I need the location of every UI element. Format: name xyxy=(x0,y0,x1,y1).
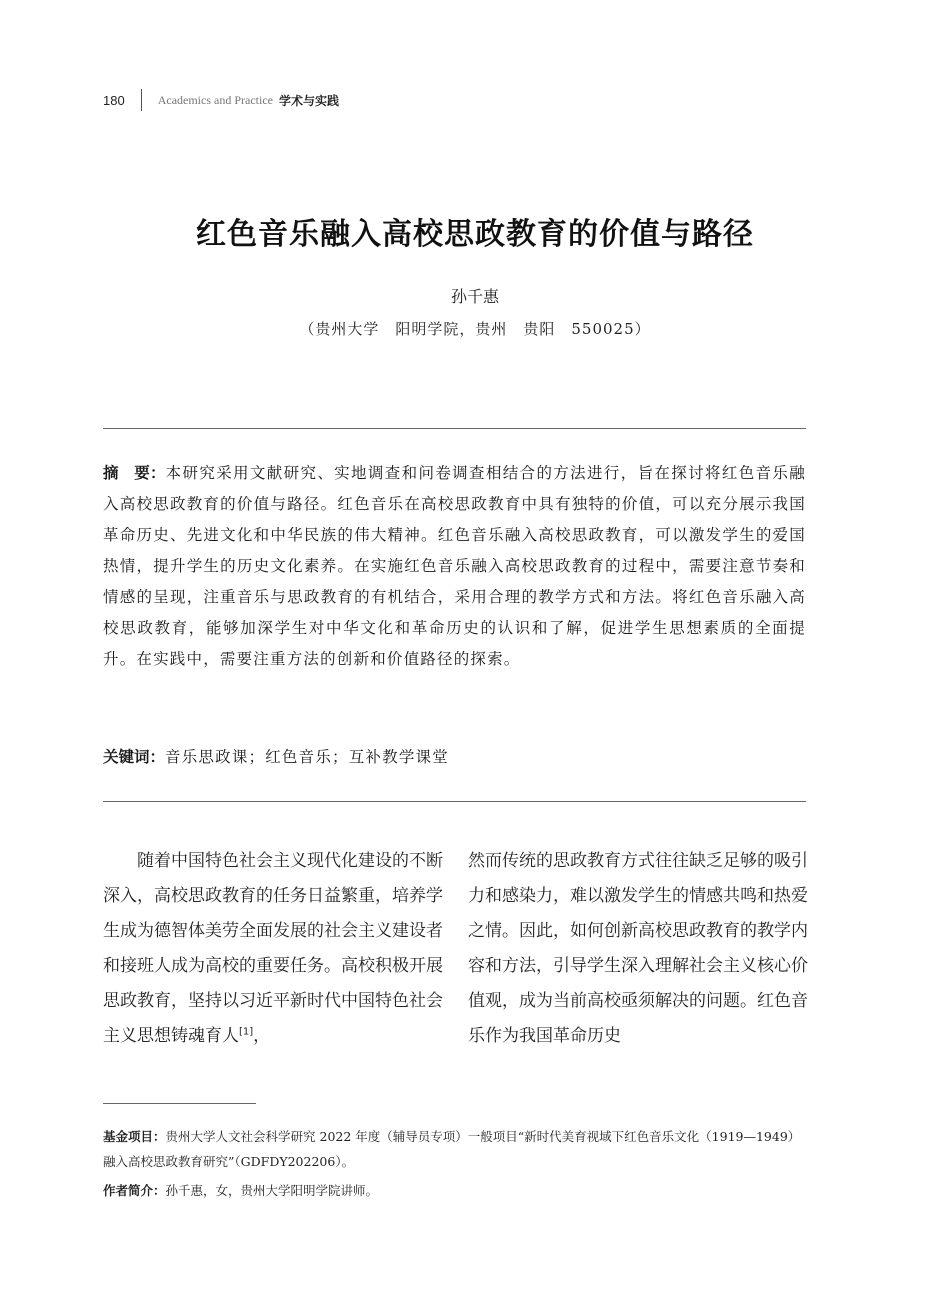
keywords xyxy=(103,742,806,773)
running-header xyxy=(103,88,339,112)
body-column-right: 然而传统的思政教育方式往往缺乏足够的吸引力和感染力，难以激发学生的情感共鸣和热爱之情。因此，如何创新高校思政教育的教学内容和方法，引导学生深入理解社会主义核心价值观，成为当前高校亟须解决的问题。红色音乐作为我国革命历史 xyxy=(468,851,808,1046)
keywords-label: 关键词： xyxy=(103,748,166,766)
journal-name-cn: 学术与实践 xyxy=(278,93,339,108)
article-title: 红色音乐融入高校思政教育的价值与路径 xyxy=(196,217,754,252)
body-text xyxy=(103,844,808,1054)
fund-label: 基金项目： xyxy=(103,1129,166,1144)
body-col1-end: ， xyxy=(253,1026,271,1046)
body-col1-text: 随着中国特色社会主义现代化建设的不断深入，高校思政教育的任务日益繁重，培养学生成为德智体美劳全面发展的社会主义建设者和接班人成为高校的重要任务。高校积极开展思政教育，坚持以习近平新时代中国特色社会主义思想铸魂育人 xyxy=(103,851,443,1046)
abstract-bottom-rule xyxy=(103,801,806,802)
fund-footnote xyxy=(103,1124,808,1174)
fund-text: 贵州大学人文社会科学研究 2022 年度（辅导员专项）一般项目“新时代美育视域下红色音乐文化（1919—1949）融入高校思政教育研究”（GDFDY202206）。 xyxy=(103,1129,801,1169)
author-bio-text: 孙千惠，女，贵州大学阳明学院讲师。 xyxy=(165,1183,379,1198)
abstract-text: 本研究采用文献研究、实地调查和问卷调查相结合的方法进行，旨在探讨将红色音乐融入高校思政教育的价值与路径。红色音乐在高校思政教育中具有独特的价值，可以充分展示我国革命历史、先进文化和中华民族的伟大精神。红色音乐融入高校思政教育，可以激发学生的爱国热情，提升学生的历史文化素养。在实施红色音乐融入高校思政教育的过程中，需要注意节奏和情感的呈现，注重音乐与思政教育的有机结合，采用合理的教学方式和方法。将红色音乐融入高校思政教育，能够加深学生对中华文化和革命历史的认识和了解，促进学生思想素质的全面提升。在实践中，需要注重方法的创新和价值路径的探索。 xyxy=(103,464,806,668)
author-bio-label: 作者简介： xyxy=(103,1183,166,1198)
author-name: 孙千惠 xyxy=(450,287,499,306)
footnote-rule xyxy=(103,1103,256,1104)
citation-ref: [1] xyxy=(239,1026,254,1038)
abstract-label: 摘 要： xyxy=(103,464,166,482)
abstract-top-rule xyxy=(103,428,806,429)
body-column-left xyxy=(103,844,443,1054)
author-affiliation: （贵州大学 阳明学院，贵州 贵阳 550025） xyxy=(299,320,651,338)
keywords-text: 音乐思政课；红色音乐；互补教学课堂 xyxy=(165,748,449,766)
author-footnote xyxy=(103,1178,808,1203)
page-number: 180 xyxy=(103,92,125,108)
journal-name-en: Academics and Practice xyxy=(157,92,273,107)
header-divider xyxy=(141,89,142,111)
abstract xyxy=(103,458,806,675)
